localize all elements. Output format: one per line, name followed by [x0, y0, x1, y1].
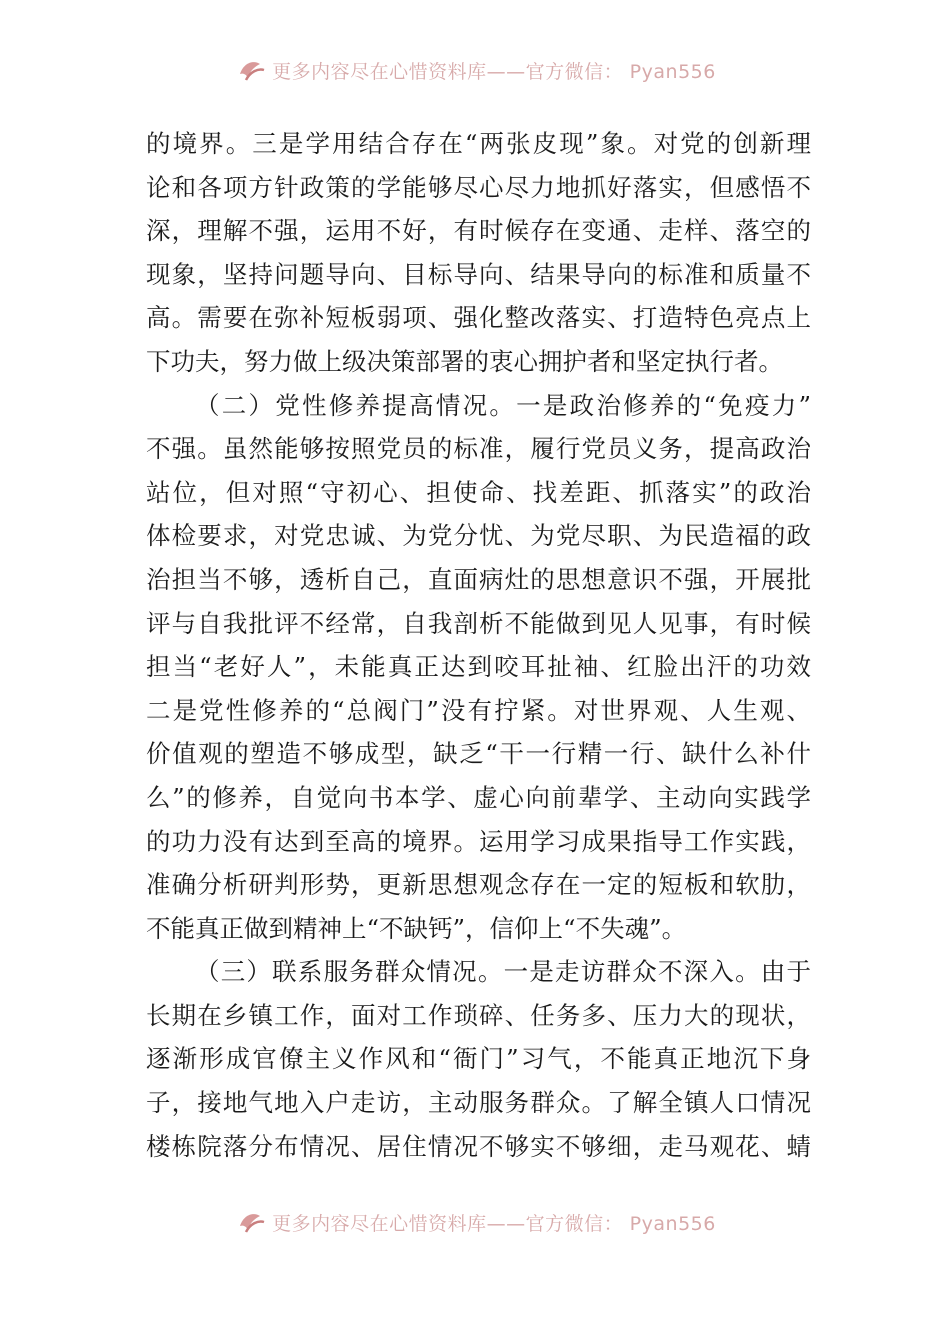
text-line: 楼栋院落分布情况、居住情况不够实不够细，走马观花、蜻	[146, 1131, 811, 1161]
header-watermark	[0, 56, 950, 84]
section-heading-line: （三）联系服务群众情况。一是走访群众不深入。由于	[195, 957, 811, 987]
text-line: 价值观的塑造不够成型，缺乏“干一行精一行、缺什么补什	[146, 739, 811, 769]
text-line: 不能真正做到精神上“不缺钙”，信仰上“不失魂”。	[146, 913, 687, 943]
text-line: 二是党性修养的“总阀门”没有拧紧。对世界观、人生观、	[146, 695, 811, 725]
stylized-logo-icon	[234, 56, 268, 84]
section-heading-line: （二）党性修养提高情况。一是政治修养的“免疫力”	[195, 390, 811, 420]
text-line: 长期在乡镇工作，面对工作琐碎、任务多、压力大的现状，	[146, 1000, 811, 1030]
stylized-logo-icon	[234, 1208, 268, 1236]
text-line: 评与自我批评不经常，自我剖析不能做到见人见事，有时候	[146, 608, 811, 638]
text-line: 现象，坚持问题导向、目标导向、结果导向的标准和质量不	[146, 259, 811, 289]
text-line: 下功夫，努力做上级决策部署的衷心拥护者和坚定执行者。	[146, 346, 783, 376]
watermark-text: 更多内容尽在心惜资料库——官方微信： Pyan556	[272, 1212, 716, 1235]
text-line: 高。需要在弥补短板弱项、强化整改落实、打造特色亮点上	[146, 303, 811, 333]
text-line: 担当“老好人”，未能真正达到咬耳扯袖、红脸出汗的功效	[146, 652, 811, 682]
text-line: 体检要求，对党忠诚、为党分忧、为党尽职、为民造福的政	[146, 521, 811, 551]
text-line: 深，理解不强，运用不好，有时候存在变通、走样、落空的	[146, 216, 811, 246]
text-line: 逐渐形成官僚主义作风和“衙门”习气，不能真正地沉下身	[146, 1044, 811, 1074]
watermark-text: 更多内容尽在心惜资料库——官方微信： Pyan556	[272, 60, 716, 83]
text-line: 子，接地气地入户走访，主动服务群众。了解全镇人口情况	[146, 1088, 811, 1118]
text-line: 准确分析研判形势，更新思想观念存在一定的短板和软肋，	[146, 870, 811, 900]
text-line: 么”的修养，自觉向书本学、虚心向前辈学、主动向实践学	[146, 782, 811, 812]
text-line: 的功力没有达到至高的境界。运用学习成果指导工作实践，	[146, 826, 811, 856]
footer-watermark	[0, 1208, 950, 1236]
text-line: 论和各项方针政策的学能够尽心尽力地抓好落实，但感悟不	[146, 172, 811, 202]
text-line: 的境界。三是学用结合存在“两张皮现”象。对党的创新理	[146, 129, 811, 158]
text-line: 站位，但对照“守初心、担使命、找差距、抓落实”的政治	[146, 477, 811, 507]
text-line: 不强。虽然能够按照党员的标准，履行党员义务，提高政治	[146, 434, 811, 464]
document-body	[146, 122, 811, 1168]
text-line: 治担当不够，透析自己，直面病灶的思想意识不强，开展批	[146, 564, 811, 594]
